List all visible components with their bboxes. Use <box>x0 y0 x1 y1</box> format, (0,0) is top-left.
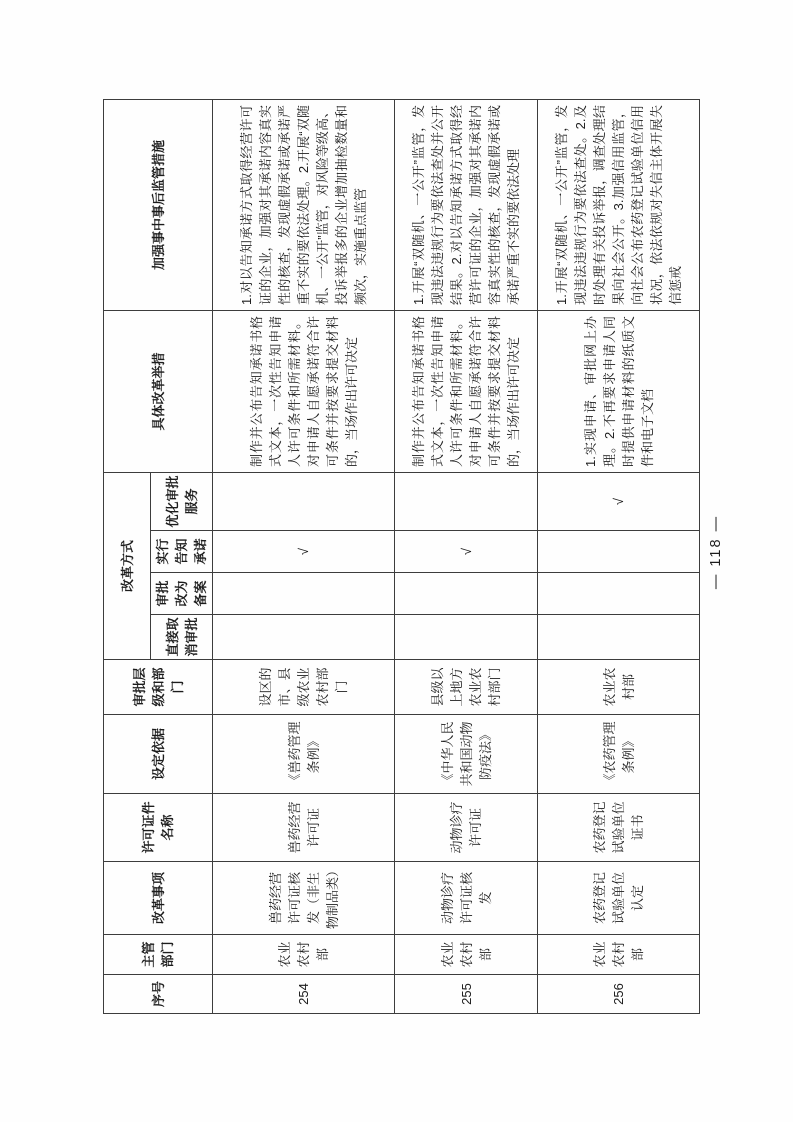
cell-method-filing <box>395 573 538 615</box>
cell-approval-level: 农业农村部 <box>538 660 700 715</box>
cell-serial: 256 <box>538 975 700 1014</box>
checkmark-method-optimize: √ <box>538 472 700 530</box>
cell-method-filing <box>213 573 395 615</box>
cell-serial: 255 <box>395 975 538 1014</box>
cell-reform-measures: 制作并公布告知承诺书格式文本，一次性告知申请人许可条件和所需材料。对申请人自愿承诺符合许可条件并按要求提交材料的，当场作出许可决定 <box>213 310 395 472</box>
cell-method-optimize <box>213 472 395 530</box>
table-row-256 <box>538 99 700 1013</box>
cell-department: 农业农村部 <box>538 935 700 975</box>
cell-reform-item: 动物诊疗许可证核发 <box>395 862 538 935</box>
cell-method-filing <box>538 573 700 615</box>
col-header-reform-item: 改革事项 <box>104 862 213 935</box>
cell-supervision-measures: 1.开展“双随机、一公开”监管，发现违法违规行为要依法查处。2.及时处理有关投诉举报，调查处理结果向社会公开。3.加强信用监管，向社会公布农药登记试验单位信用状况，依法依规对失信主体开展失信惩戒 <box>538 99 700 310</box>
table-row-254 <box>213 99 395 1013</box>
cell-department: 农业农村部 <box>213 935 395 975</box>
cell-approval-level: 县级以上地方农业农村部门 <box>395 660 538 715</box>
cell-department: 农业农村部 <box>395 935 538 975</box>
cell-reform-measures: 制作并公布告知承诺书格式文本，一次性告知申请人许可条件和所需材料。对申请人自愿承诺符合许可条件并按要求提交材料的，当场作出许可决定 <box>395 310 538 472</box>
cell-approval-level: 设区的市、县级农业农村部门 <box>213 660 395 715</box>
cell-serial: 254 <box>213 975 395 1014</box>
cell-license-name: 农药登记试验单位证书 <box>538 794 700 862</box>
cell-method-cancel <box>538 615 700 660</box>
col-header-method-commitment: 实行告知承诺 <box>151 531 213 573</box>
col-header-method-cancel: 直接取消审批 <box>151 615 213 660</box>
cell-legal-basis: 《农药管理条例》 <box>538 715 700 794</box>
checkmark-method-commitment: √ <box>213 531 395 573</box>
col-header-supervision-measures: 加强事中事后监管措施 <box>104 99 213 310</box>
cell-license-name: 动物诊疗许可证 <box>395 794 538 862</box>
col-header-method-filing: 审批改为备案 <box>151 573 213 615</box>
col-header-legal-basis: 设定依据 <box>104 715 213 794</box>
cell-method-commitment <box>538 531 700 573</box>
col-header-department: 主管部门 <box>104 935 213 975</box>
cell-method-optimize <box>395 472 538 530</box>
col-header-serial: 序号 <box>104 975 213 1014</box>
col-header-approval-level: 审批层级和部门 <box>104 660 213 715</box>
checkmark-method-commitment: √ <box>395 531 538 573</box>
cell-method-cancel <box>213 615 395 660</box>
cell-reform-measures: 1.实现申请、审批网上办理。2.不再要求申请人同时提供申请材料的纸质文件和电子文档 <box>538 310 700 472</box>
cell-supervision-measures: 1.开展“双随机、一公开”监管，发现违法违规行为要依法查处并公开结果。2.对以告知承诺方式取得经营许可证的企业，加强对其承诺内容真实性的核查，发现虚假承诺或承诺严重不实的要依法处理 <box>395 99 538 310</box>
col-header-license-name: 许可证件名称 <box>104 794 213 862</box>
page-number: — 118 — <box>708 514 724 590</box>
reform-items-table <box>103 99 700 1014</box>
cell-method-cancel <box>395 615 538 660</box>
col-header-reform-measures: 具体改革举措 <box>104 310 213 472</box>
cell-reform-item: 兽药经营许可证核发（非生物制品类） <box>213 862 395 935</box>
cell-license-name: 兽药经营许可证 <box>213 794 395 862</box>
col-header-reform-method-group: 改革方式 <box>104 472 151 659</box>
header-row-group <box>104 99 151 1013</box>
cell-supervision-measures: 1.对以告知承诺方式取得经营许可证的企业，加强对其承诺内容真实性的核查，发现虚假承诺或承诺严重不实的要依法处理。2.开展“双随机、一公开”监管，对风险等级高、投诉举报多的企业增加抽检数量和频次，实施重点监管 <box>213 99 395 310</box>
table-row-255 <box>395 99 538 1013</box>
cell-reform-item: 农药登记试验单位认定 <box>538 862 700 935</box>
cell-legal-basis: 《中华人民共和国动物防疫法》 <box>395 715 538 794</box>
cell-legal-basis: 《兽药管理条例》 <box>213 715 395 794</box>
col-header-method-optimize: 优化审批服务 <box>151 472 213 530</box>
